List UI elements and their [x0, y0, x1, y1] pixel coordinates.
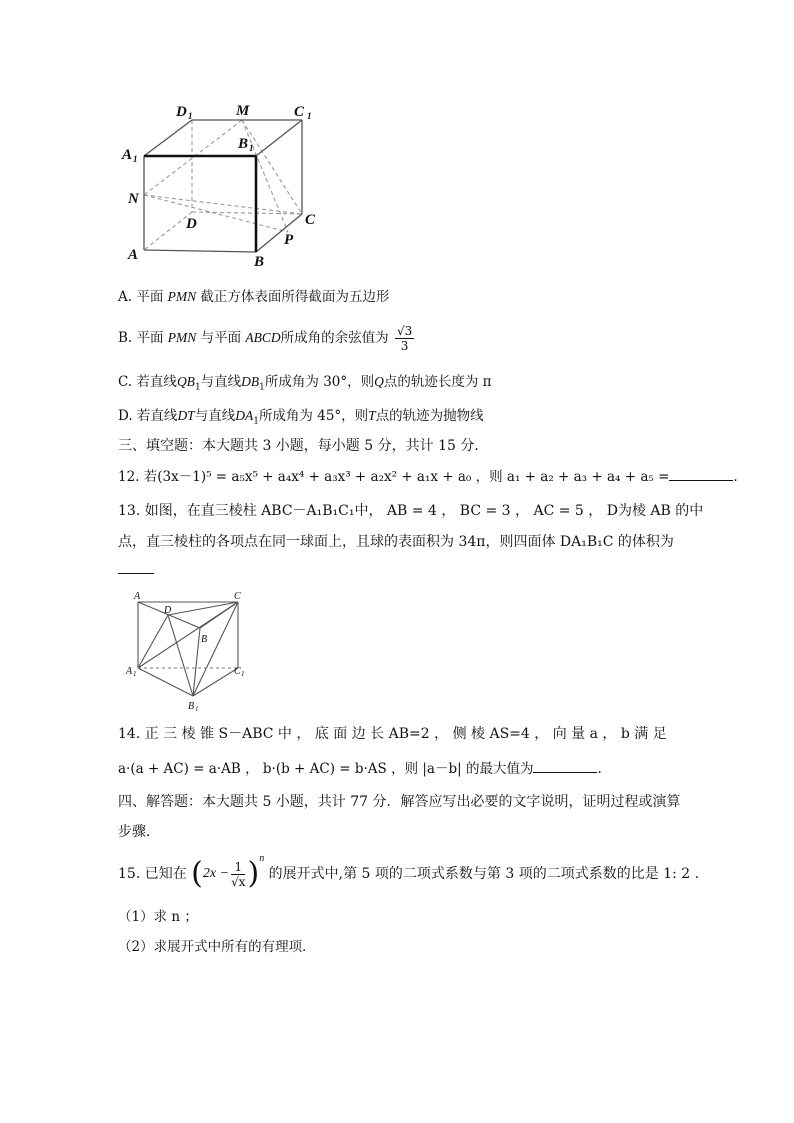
- question-14-line-2: a·(a + AC) = a·AB ， b·(b + AC) = b·AS ，则 |a－b| 的最大值为 .: [118, 758, 602, 779]
- svg-text:1: 1: [307, 111, 312, 121]
- answer-blank-12: [669, 466, 733, 481]
- svg-text:1: 1: [188, 111, 193, 121]
- label-B1: B: [238, 136, 249, 152]
- label-C: C: [305, 212, 316, 228]
- question-13-line-2: 点，直三棱柱的各项点在同一球面上，且球的表面积为 34π，则四面体 DA₁B₁C 的体积为: [118, 534, 674, 550]
- question-15-sub-1: （1）求 n ；: [118, 909, 198, 925]
- prism-label-B1: B: [188, 701, 195, 712]
- prism-label-A1: A: [126, 666, 133, 677]
- label-P: P: [284, 232, 294, 248]
- svg-text:1: 1: [195, 705, 199, 712]
- label-B: B: [254, 254, 265, 268]
- label-D1: D: [176, 104, 187, 120]
- svg-text:1: 1: [133, 670, 137, 678]
- prism-figure: [124, 588, 254, 712]
- section-4-heading-line-2: 步骤．: [118, 824, 160, 840]
- fraction-sqrt3-over-3: $\frac{√3}{3}$: [396, 324, 413, 353]
- prism-label-C: C: [234, 591, 241, 602]
- prism-label-D: D: [164, 605, 172, 616]
- binomial-expression: (2x − $\frac{1}{√x}$ )$^n$: [191, 853, 265, 891]
- prism-label-A: A: [134, 591, 141, 602]
- svg-text:1: 1: [249, 143, 254, 153]
- cube-visible-edges: [144, 120, 302, 252]
- label-M: M: [236, 103, 250, 119]
- label-A1: A: [122, 147, 133, 163]
- label-C1: C: [294, 104, 305, 120]
- question-13-line-1: 13. 如图，在直三棱柱 ABC－A₁B₁C₁中， AB = 4 ， BC = 3 ， AC = 5 ， D为棱 AB 的中: [118, 503, 704, 519]
- prism-label-C1: C: [234, 666, 241, 677]
- label-A: A: [128, 247, 139, 263]
- option-c: C. 若直线$QB_1$与直线$DB_1$所成角为 30°，则Q点的轨迹长度为 π: [118, 374, 492, 393]
- svg-text:1: 1: [133, 154, 138, 164]
- cube-bold-edges: [144, 156, 256, 252]
- label-D: D: [186, 216, 197, 232]
- question-15-line-1: 15. 已知在 (2x − $\frac{1}{√x}$ )$^n$ 的展开式中,第 5 项的二项式系数与第 3 项的二项式系数的比是 1: 2 .: [118, 852, 699, 896]
- svg-text:1: 1: [241, 670, 245, 678]
- question-14-line-1: 14. 正 三 棱 锥 S－ABC 中 ， 底 面 边 长 AB=2 ， 侧 棱 AS=4 ， 向 量 a ， b 满 足: [118, 726, 667, 742]
- answer-blank-14: [533, 758, 597, 773]
- option-a: A. 平面 PMN 截正方体表面所得截面为五边形: [118, 289, 390, 305]
- cube-hidden-edges: [144, 120, 302, 250]
- section-3-heading: 三、填空题：本大题共 3 小题，每小题 5 分，共计 15 分．: [118, 438, 489, 454]
- section-4-heading-line-1: 四、解答题：本大题共 5 小题，共计 77 分．解答应写出必要的文字说明，证明过程或演算: [118, 794, 681, 810]
- answer-blank-13: [118, 560, 154, 580]
- option-b: B. 平面 PMN 与平面 ABCD所成角的余弦值为 $\frac{√3}{3}$: [118, 324, 413, 353]
- question-12: 12. 若(3x－1)⁵ = a₅x⁵ + a₄x⁴ + a₃x³ + a₂x² + a₁x + a₀ ，则 a₁ + a₂ + a₃ + a₄ + a₅ = .: [118, 466, 738, 487]
- cube-figure: [118, 96, 340, 268]
- option-d: D. 若直线DT与直线$DA_1$所成角为 45°，则T点的轨迹为抛物线: [118, 408, 484, 427]
- label-N: N: [128, 191, 139, 207]
- prism-label-B: B: [201, 634, 208, 645]
- question-15-sub-2: （2）求展开式中所有的有理项．: [118, 939, 316, 955]
